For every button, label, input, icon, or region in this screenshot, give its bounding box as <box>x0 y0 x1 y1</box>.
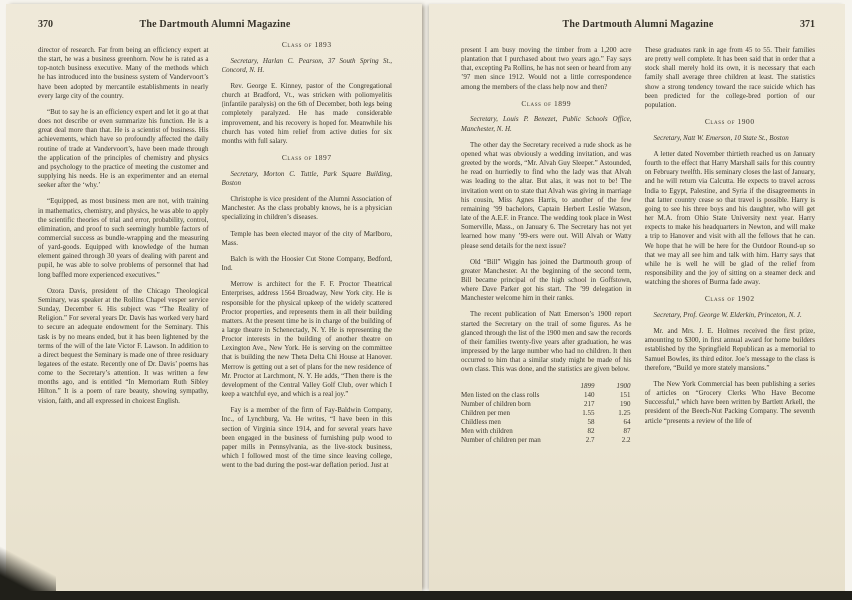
paragraph: Old “Bill” Wiggin has joined the Dartmouth group of greater Manchester. At the beginning of the second term, Bill became principal of the high school in Goffstown, where Dave Parker got his start. The ’99 delegation in Manchester welcome him in their ranks. <box>461 257 632 303</box>
class-heading-1893: Class of 1893 <box>281 40 332 49</box>
class-statistics-table <box>461 382 632 446</box>
scan-bottom-edge <box>0 591 852 600</box>
stats-row <box>461 427 631 436</box>
magazine-page-370 <box>6 4 422 591</box>
stats-value-1899: 140 <box>584 390 595 399</box>
stats-row-label: Children per men <box>461 409 510 417</box>
paragraph: director of research. Far from being an efficiency expert at the start, he was a business greenhorn. Now he is rated as a top-notch business executive. Many of the methods which he has introduced into the business system of Vandervoort’s have been adopted by mercantile establishments in nearly every large city of the country. <box>38 46 209 100</box>
paragraph: Mr. and Mrs. J. E. Holmes received the first prize, amounting to $300, in first annual award for home builders established by the Springfield Republican as a memorial to Samuel Bowles, its third editor. Joe’s message to the class is therefore, “Build ye more stately mansions.” <box>644 327 815 372</box>
stats-row <box>461 418 631 427</box>
secretary-line: Secretary, Natt W. Emerson, 10 State St., Boston <box>653 133 789 142</box>
secretary-line: Secretary, Louis P. Benezet, Public Schools Office, Manchester, N. H. <box>461 115 632 133</box>
stats-value-1900: 87 <box>623 427 631 436</box>
stats-header-row <box>461 382 631 391</box>
page-371-column-2 <box>645 39 816 446</box>
page-number-left: 370 <box>38 19 53 30</box>
stats-row <box>461 400 631 409</box>
paragraph: present I am busy moving the timber from a 1,200 acre plantation that I purchased about two years ago.” Fay says that, excepting Pa Rollins, he has not seen or heard from any ’97 men since 1912. Would not a little correspondence among the members of the class help now and then? <box>461 46 632 91</box>
page-370-column-1 <box>38 39 209 477</box>
paragraph: “Equipped, as most business men are not, with training in mathematics, chemistry, and physics, he was able to apply the scientific theories of trial and error, probability, control, elimination, and proof to such seemingly humble factors of commercial success as bundle-wrapping and the measuring of yard-goods. Equipped with knowledge of the human element gained through 30 years of dealing with parent and pupil, he was able to solve problems of personnel that had long baffled more experienced executives.” <box>38 197 209 279</box>
stats-row <box>461 391 631 400</box>
stats-row-label: Childless men <box>461 418 501 427</box>
stats-value-1899: 2.7 <box>585 436 595 445</box>
stats-value-1900: 2.2 <box>621 436 631 445</box>
paragraph: These graduates rank in age from 45 to 55. Their families are pretty well complete. It has been said that in order that a stock shall merely hold its own, it is necessary that each family shall average three children at least. The statistics show a strong tendency toward the race suicide which has been predicted for the college-bred portion of our population. <box>644 46 815 109</box>
class-heading-1902: Class of 1902 <box>704 294 755 304</box>
paragraph: The other day the Secretary received a rude shock as he opened what was obviously a wedding invitation, and was greeted by the words, “Mr. Alvah Guy Sleeper.” Astounded, he read on hurriedly to find who the lady was that Alvah was leading to the altar. But alas, it was not to be! The invitation went on to state that Alvah was giving in marriage his cousin, Miss Agnes Harris, to another of the few remaining ’99 bachelors, Captain Herbert Leslie Watson, late of the A.E.F. in France. The wedding took place in West Somerville, Mass., on January 6. The Secretary has not yet learned how many ’99-ers were out. Will Alvah or Watty please send details for the next issue? <box>461 140 632 250</box>
paragraph: “But to say he is an efficiency expert and let it go at that does not describe or even summarize his function. He is a great deal more than that. He is a scientist of business. His achievements, which have so profoundly affected the daily routine of trade at Vandervoort’s, have been made through the application of the principles of chemistry and physics and psychology to the practice of meeting the customer and supplying his needs. He is an experimenter and an eternal seeker after the ‘why.’ <box>38 107 209 190</box>
stats-value-1900: 190 <box>620 399 631 408</box>
scan-corner-shadow <box>0 526 56 600</box>
magazine-title: The Dartmouth Alumni Magazine <box>139 19 291 30</box>
stats-value-1899: 82 <box>587 427 595 436</box>
stats-value-1899: 58 <box>587 418 595 427</box>
page-370-column-2 <box>222 39 393 477</box>
stats-value-1900: 151 <box>620 390 631 399</box>
stats-col-header-1900: 1900 <box>616 381 631 390</box>
page-371-column-1 <box>461 39 632 446</box>
page-371-inner <box>429 4 845 591</box>
paragraph: Fay is a member of the firm of Fay-Baldwin Company, Inc., of Lynchburg, Va. He writes, “I have been in this section of Virginia since 1914, and for several years have been engaged in the business of furnishing pulp wood to paper mills in Pennsylvania, as the live-stock business, which I followed most of the time since leaving college, went to the bad during the post-war deflation period. Just at <box>221 406 392 470</box>
class-heading-1897: Class of 1897 <box>281 153 332 163</box>
stats-row-label: Number of children per man <box>461 436 541 445</box>
paragraph: Ozora Davis, president of the Chicago Theological Seminary, was speaker at the Rollins Chapel vesper service Sunday, December 6. His subject was “The Reality of Religion.” For several years Dr. Davis has worked very hard to secure an adequate endowment for the Seminary. This task is by no means ended, but it has been lightened by the terms of the will of the late Victor F. Lawson. In addition to a direct bequest the Seminary is made one of three residuary legatees of the estate. Recently one of Dr. Davis’ poems has come to the Secretary’s attention. It was written a few months ago, and is entitled “In Memoriam Ruth Sibley Hilton.” It is a poem of rare beauty, showing sympathy, vision, faith, and all expressed in choicest English. <box>38 286 209 405</box>
stats-row <box>461 409 631 418</box>
paragraph: Balch is with the Hoosier Cut Stone Company, Bedford, Ind. <box>221 254 392 273</box>
stats-value-1899: 217 <box>584 399 595 408</box>
stats-row-label: Men listed on the class rolls <box>461 390 540 399</box>
secretary-line: Secretary, Prof. George W. Elderkin, Princeton, N. J. <box>653 310 802 319</box>
page-number-right: 371 <box>800 19 815 30</box>
stats-row-label: Men with children <box>461 427 513 436</box>
page-370-columns <box>38 39 392 477</box>
secretary-line: Secretary, Harlan C. Pearson, 37 South Spring St., Concord, N. H. <box>221 56 392 74</box>
class-heading-1900: Class of 1900 <box>704 117 755 127</box>
magazine-page-371 <box>429 4 845 591</box>
paragraph: Christophe is vice president of the Alumni Association of Manchester. As the class probably knows, he is a physician specializing in children’s diseases. <box>221 195 392 222</box>
page-header <box>38 19 392 30</box>
page-header <box>461 19 815 30</box>
stats-row <box>461 436 631 445</box>
paragraph: Rev. George E. Kinney, pastor of the Congregational church at Bradford, Vt., was stricken with poliomyelitis (infantile paralysis) on the 6th of December, both legs being completely paralyzed. He has made considerable improvement, and his recovery is hoped for. Meanwhile his church has voted him relief from active duties for six months with full salary. <box>221 82 392 145</box>
stats-value-1900: 64 <box>623 418 631 427</box>
stats-col-header-1899: 1899 <box>580 381 595 390</box>
stats-value-1899: 1.55 <box>582 409 595 417</box>
secretary-line: Secretary, Morton C. Tuttle, Park Square Building, Boston <box>221 169 392 187</box>
paragraph: The New York Commercial has been publishing a series of articles on “Grocery Clerks Who Have Become Successful,” which have been written by Bartlett Arkell, the president of the Beech-Nut Packing Company. The seventh article “presents a review of the life of <box>644 379 815 425</box>
stats-row-label: Number of children born <box>461 399 531 408</box>
page-371-columns <box>461 39 815 446</box>
paragraph: Temple has been elected mayor of the city of Marlboro, Mass. <box>221 229 392 247</box>
stats-value-1900: 1.25 <box>618 409 631 417</box>
page-370-inner <box>6 4 422 591</box>
class-heading-1899: Class of 1899 <box>521 98 572 108</box>
magazine-title: The Dartmouth Alumni Magazine <box>562 19 714 30</box>
paragraph: The recent publication of Natt Emerson’s 1900 report started the Secretary on the trail of some figures. As he glanced through the list of the 1900 men and saw the records of their families twenty-five years after graduation, he was impressed by the large number who had no children. It then occurred to him that a similar study might be made of his own class. This was done, and the statistics are given below. <box>461 310 632 374</box>
paragraph: A letter dated November thirtieth reached us on January fourth to the effect that Harry Marshall sails for this country on February twelfth. His seminary closes the last of January, and he will return via Calcutta. He expects to travel across India to Egypt, Palestine, and Syria if the disagreements in that latter country cease so that travel is possible. Harry is going to see his three boys and his daughter, who will get her M.A. from Ohio State University next year. Harry expects to make his headquarters in Newton, and will make a trip to Hanover and visit with all the fellows that he can. We hope that he will be here for the Outdoor Round-up so that we may all see him and talk with him. Harry says that while he is well he will be glad of the relief from responsibility and the joy of sitting on a steamer deck and watching the shores of Burma fade away. <box>644 149 815 287</box>
paragraph: Merrow is architect for the F. F. Proctor Theatrical Enterprises, address 1564 Broadway, New York city. He is responsible for the physical upkeep of the widely scattered Proctor properties, and represents them in all their building matters. At the present time he is in charge of the building of a large theatre in Schenectady, N. Y. He is representing the Proctor interests in the building of another theatre on Lexington Ave., New York. He is serving on the committee that is building the new Theta Delta Chi House at Hanover. Merrow is getting out a set of plans for the new residence of Mr. Proctor at Larchmont, N. Y. He adds, “Then there is the development of the Central Valley Golf Club, over which I keep a watchful eye, and which is a real joy.” <box>221 280 392 399</box>
